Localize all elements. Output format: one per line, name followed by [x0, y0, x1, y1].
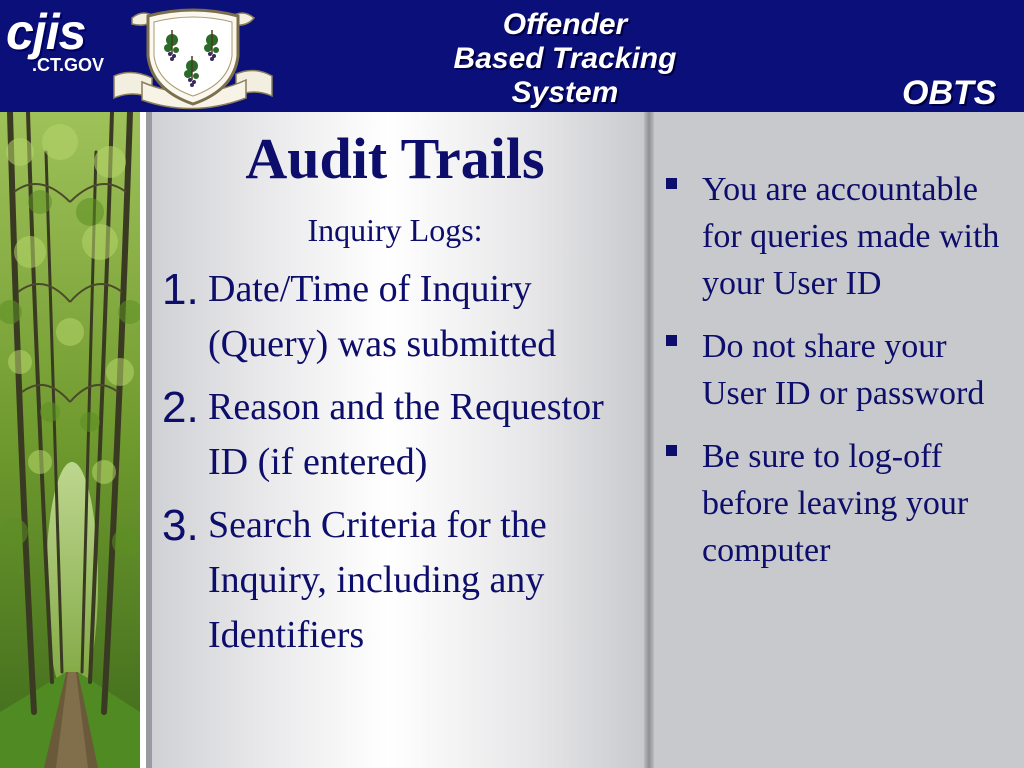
slide-title: Audit Trails — [245, 126, 545, 191]
bullet-list — [662, 166, 1018, 590]
bullet-item — [662, 433, 1018, 574]
cjis-logo-domain: .CT.GOV — [32, 55, 105, 75]
bullet-text: Do not share your User ID or password — [702, 328, 985, 412]
square-bullet-icon — [666, 178, 677, 189]
system-title-line-3: System — [511, 76, 619, 109]
cjis-logo — [6, 4, 124, 75]
list-item-text: Reason and the Requestor ID (if entered) — [208, 386, 604, 483]
system-title-line-1: Offender — [502, 8, 628, 41]
list-number: 1. — [162, 265, 199, 314]
panel-divider — [644, 112, 654, 768]
connecticut-seal-icon — [112, 6, 274, 110]
header-banner — [0, 0, 1024, 112]
square-bullet-icon — [666, 335, 677, 346]
bullet-item — [662, 323, 1018, 417]
bullet-item — [662, 166, 1018, 307]
numbered-list-item — [162, 498, 632, 663]
list-number: 2. — [162, 383, 199, 432]
numbered-list — [162, 262, 632, 671]
bullet-text: You are accountable for queries made with your User ID — [702, 171, 1000, 302]
numbered-list-item — [162, 380, 632, 490]
forest-path-image — [0, 112, 140, 768]
system-title — [420, 8, 710, 110]
cjis-logo-text: cjis — [6, 4, 86, 60]
bullet-text: Be sure to log-off before leaving your computer — [702, 438, 969, 569]
square-bullet-icon — [666, 445, 677, 456]
list-item-text: Date/Time of Inquiry (Query) was submitted — [208, 268, 557, 365]
obts-label: OBTS — [902, 74, 997, 112]
numbered-list-item — [162, 262, 632, 372]
system-title-line-2: Based Tracking — [453, 42, 677, 75]
list-item-text: Search Criteria for the Inquiry, including any Identifiers — [208, 504, 547, 656]
list-number: 3. — [162, 501, 199, 550]
slide-subtitle: Inquiry Logs: — [307, 212, 483, 248]
